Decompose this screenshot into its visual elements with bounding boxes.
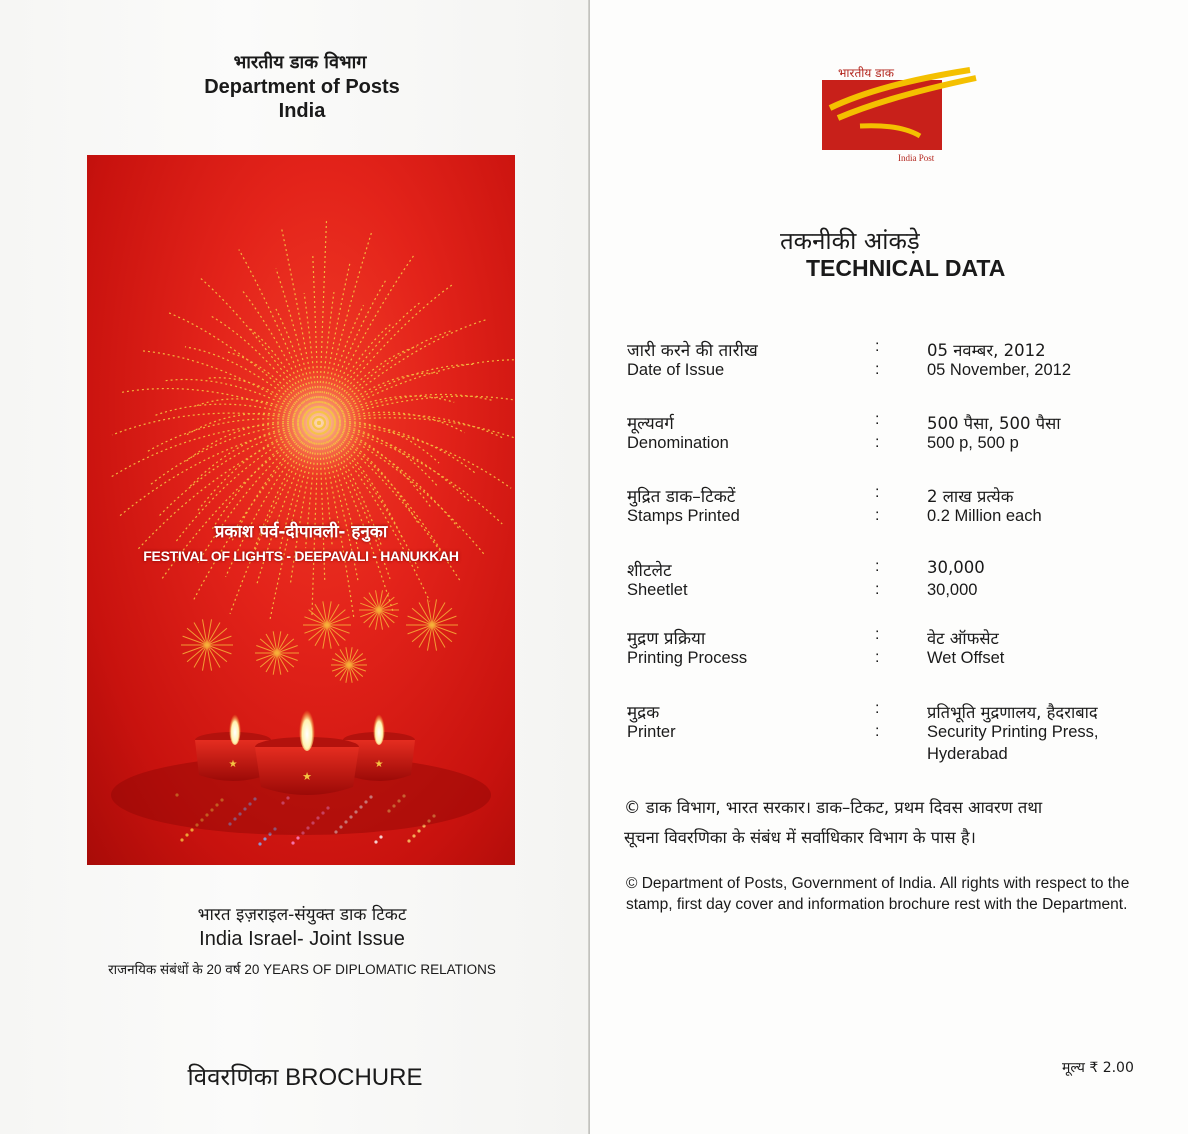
separator: : [875, 581, 880, 598]
value: 05 November, 2012 [927, 361, 1072, 379]
small-burst-spark [183, 645, 207, 654]
brochure-cover-page [0, 0, 590, 1134]
department-name-hindi: भारतीय डाक विभाग [233, 52, 367, 73]
department-name: Department of Posts [204, 76, 400, 98]
svg-text:★: ★ [228, 759, 238, 770]
diplomatic-relations-subtitle: राजनयिक संबंधों के 20 वर्ष 20 YEARS OF DIPLOMATIC RELATIONS [108, 962, 496, 977]
small-burst-spark [327, 617, 350, 625]
value: 0.2 Million each [927, 507, 1042, 525]
stamp-title: FESTIVAL OF LIGHTS - DEEPAVALI - HANUKKAH [143, 548, 459, 564]
separator: : [875, 626, 880, 643]
label-hindi: मुद्रित डाक–टिकटें [627, 487, 736, 507]
separator: : [875, 361, 880, 378]
label: Date of Issue [627, 361, 725, 379]
separator: : [875, 484, 880, 501]
value: Wet Offset [927, 649, 1005, 667]
label-hindi: मूल्यवर्ग [627, 414, 674, 434]
small-burst-spark [277, 653, 298, 661]
price-label: मूल्य ₹ 2.00 [1062, 1060, 1134, 1076]
sparkle-dot [412, 834, 415, 837]
brochure-label: विवरणिका BROCHURE [187, 1064, 423, 1091]
value-hindi: 500 पैसा, 500 पैसा [927, 414, 1061, 433]
small-burst-spark [432, 616, 456, 625]
small-burst-spark [207, 636, 231, 645]
label: Printing Process [627, 649, 748, 667]
copyright-hindi-line-1: © डाक विभाग, भारत सरकार। डाक–टिकट, प्रथम दिवस आवरण तथा [624, 798, 1043, 817]
sparkle-dot [296, 836, 299, 839]
svg-text:★: ★ [374, 759, 384, 770]
small-burst-spark [304, 625, 327, 633]
joint-issue-hindi: भारत इज़राइल-संयुक्त डाक टिकट [197, 905, 407, 925]
value-hindi: 2 लाख प्रत्येक [927, 487, 1014, 506]
label: Sheetlet [627, 581, 688, 599]
small-burst-spark [183, 636, 207, 645]
svg-text:★: ★ [302, 771, 312, 783]
label-hindi: मुद्रण प्रक्रिया [627, 629, 706, 649]
technical-data-title-hindi: तकनीकी आंकड़े [780, 227, 920, 255]
sparkle-dot [263, 837, 266, 840]
label: Stamps Printed [627, 507, 740, 525]
technical-data-title: TECHNICAL DATA [806, 255, 1006, 281]
separator: : [875, 411, 880, 428]
value-hindi: 05 नवम्बर, 2012 [927, 341, 1046, 360]
sparkle-dot [258, 842, 261, 845]
copyright-notice: © Department of Posts, Government of India. All rights with respect to the stamp, first day cover and information brochure rest with the Department. [626, 875, 1130, 913]
separator: : [875, 558, 880, 575]
small-burst-spark [256, 645, 277, 653]
label-hindi: जारी करने की तारीख [627, 341, 758, 361]
value: 30,000 [927, 581, 978, 599]
sparkle-dot [417, 829, 420, 832]
separator: : [875, 338, 880, 355]
value-line-2: Hyderabad [927, 745, 1008, 763]
sparkle-dot [374, 840, 377, 843]
value: Security Printing Press, [927, 723, 1099, 741]
value-hindi: प्रतिभूति मुद्रणालय, हैदराबाद [927, 703, 1098, 722]
separator: : [875, 723, 880, 740]
label-hindi: मुद्रक [627, 703, 660, 723]
small-burst-spark [256, 653, 277, 661]
small-burst-spark [277, 645, 298, 653]
value-hindi: 30,000 [927, 558, 985, 577]
small-burst-spark [432, 625, 456, 634]
label: Denomination [627, 434, 729, 452]
technical-data-page [590, 0, 1188, 1134]
small-burst-spark [408, 616, 432, 625]
logo-text-hindi: भारतीय डाक [838, 66, 894, 80]
sparkle-dot [185, 833, 188, 836]
small-burst-spark [304, 617, 327, 625]
sparkle-dot [180, 838, 183, 841]
sparkle-dot [190, 828, 193, 831]
separator: : [875, 434, 880, 451]
small-burst-spark [408, 625, 432, 634]
department-country: India [278, 100, 326, 122]
small-burst-spark [207, 645, 231, 654]
stamp-image [87, 155, 515, 865]
small-burst-spark [327, 625, 350, 633]
value: 500 p, 500 p [927, 434, 1019, 452]
stamp-title-hindi: प्रकाश पर्व-दीपावली- हनुका [214, 522, 388, 542]
label: Printer [627, 723, 676, 741]
diya-center [255, 703, 359, 795]
joint-issue-title: India Israel- Joint Issue [199, 928, 405, 950]
label-hindi: शीटलेट [627, 561, 672, 581]
sparkle-dot [291, 841, 294, 844]
separator: : [875, 700, 880, 717]
copyright-notice-hindi [624, 793, 1164, 853]
logo-text: India Post [898, 153, 935, 163]
copyright-hindi-line-2: सूचना विवरणिका के संबंध में सर्वाधिकार विभाग के पास है। [624, 828, 976, 847]
separator: : [875, 649, 880, 666]
sparkle-dot [379, 835, 382, 838]
sparkle-dot [407, 839, 410, 842]
value-hindi: वेट ऑफसेट [927, 629, 999, 648]
fireworks-illustration [87, 155, 515, 865]
separator: : [875, 507, 880, 524]
